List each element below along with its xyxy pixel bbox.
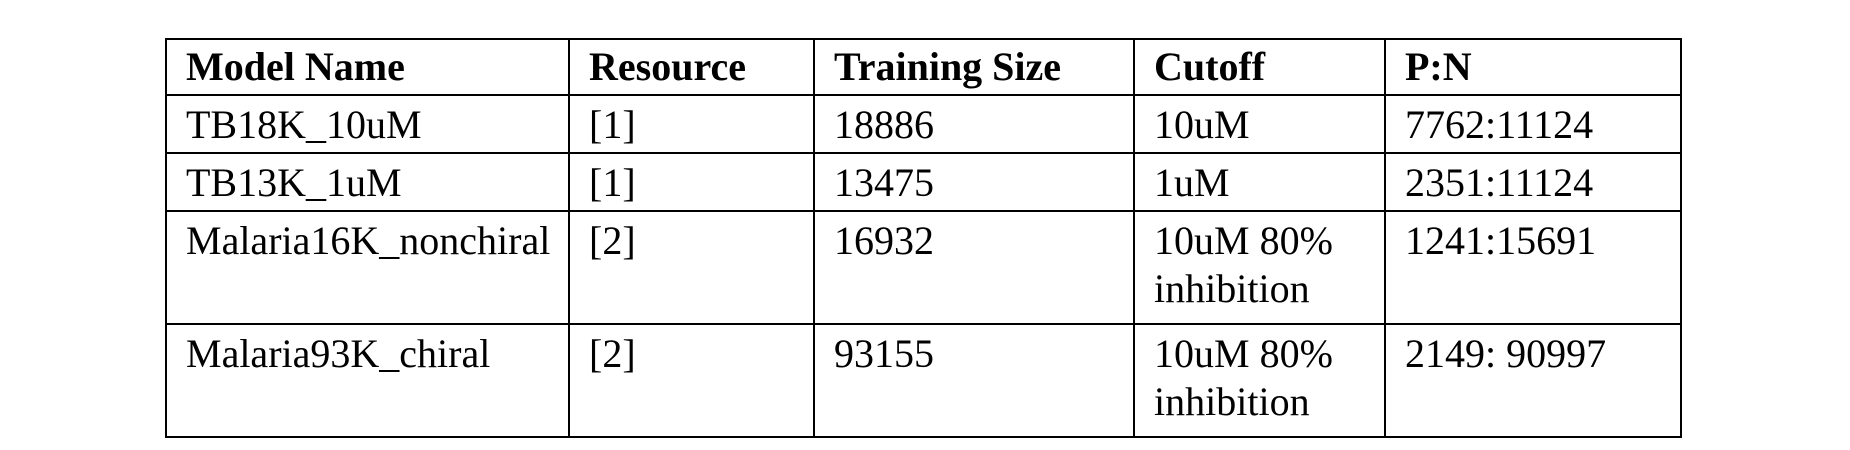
model-table — [165, 38, 1682, 438]
cell-cutoff: 1uM — [1134, 153, 1385, 211]
cell-training-size: 16932 — [814, 211, 1134, 324]
cell-pn-ratio: 1241:15691 — [1385, 211, 1681, 324]
cell-model-name: TB18K_10uM — [166, 95, 569, 153]
cell-pn-ratio: 2149: 90997 — [1385, 324, 1681, 437]
cell-training-size: 93155 — [814, 324, 1134, 437]
table-row — [166, 324, 1681, 437]
model-table-container — [165, 38, 1682, 438]
cell-model-name: Malaria16K_nonchiral — [166, 211, 569, 324]
table-row — [166, 153, 1681, 211]
cell-cutoff: 10uM 80% inhibition — [1134, 211, 1385, 324]
cell-cutoff: 10uM — [1134, 95, 1385, 153]
table-row — [166, 211, 1681, 324]
cell-resource: [2] — [569, 211, 814, 324]
cell-pn-ratio: 7762:11124 — [1385, 95, 1681, 153]
cell-training-size: 18886 — [814, 95, 1134, 153]
cell-pn-ratio: 2351:11124 — [1385, 153, 1681, 211]
header-resource: Resource — [569, 39, 814, 95]
header-pn-ratio: P:N — [1385, 39, 1681, 95]
header-model-name: Model Name — [166, 39, 569, 95]
cell-model-name: Malaria93K_chiral — [166, 324, 569, 437]
cell-model-name: TB13K_1uM — [166, 153, 569, 211]
table-row — [166, 95, 1681, 153]
header-training-size: Training Size — [814, 39, 1134, 95]
header-cutoff: Cutoff — [1134, 39, 1385, 95]
cell-resource: [1] — [569, 153, 814, 211]
cell-training-size: 13475 — [814, 153, 1134, 211]
table-header-row — [166, 39, 1681, 95]
cell-resource: [1] — [569, 95, 814, 153]
cell-resource: [2] — [569, 324, 814, 437]
cell-cutoff: 10uM 80% inhibition — [1134, 324, 1385, 437]
